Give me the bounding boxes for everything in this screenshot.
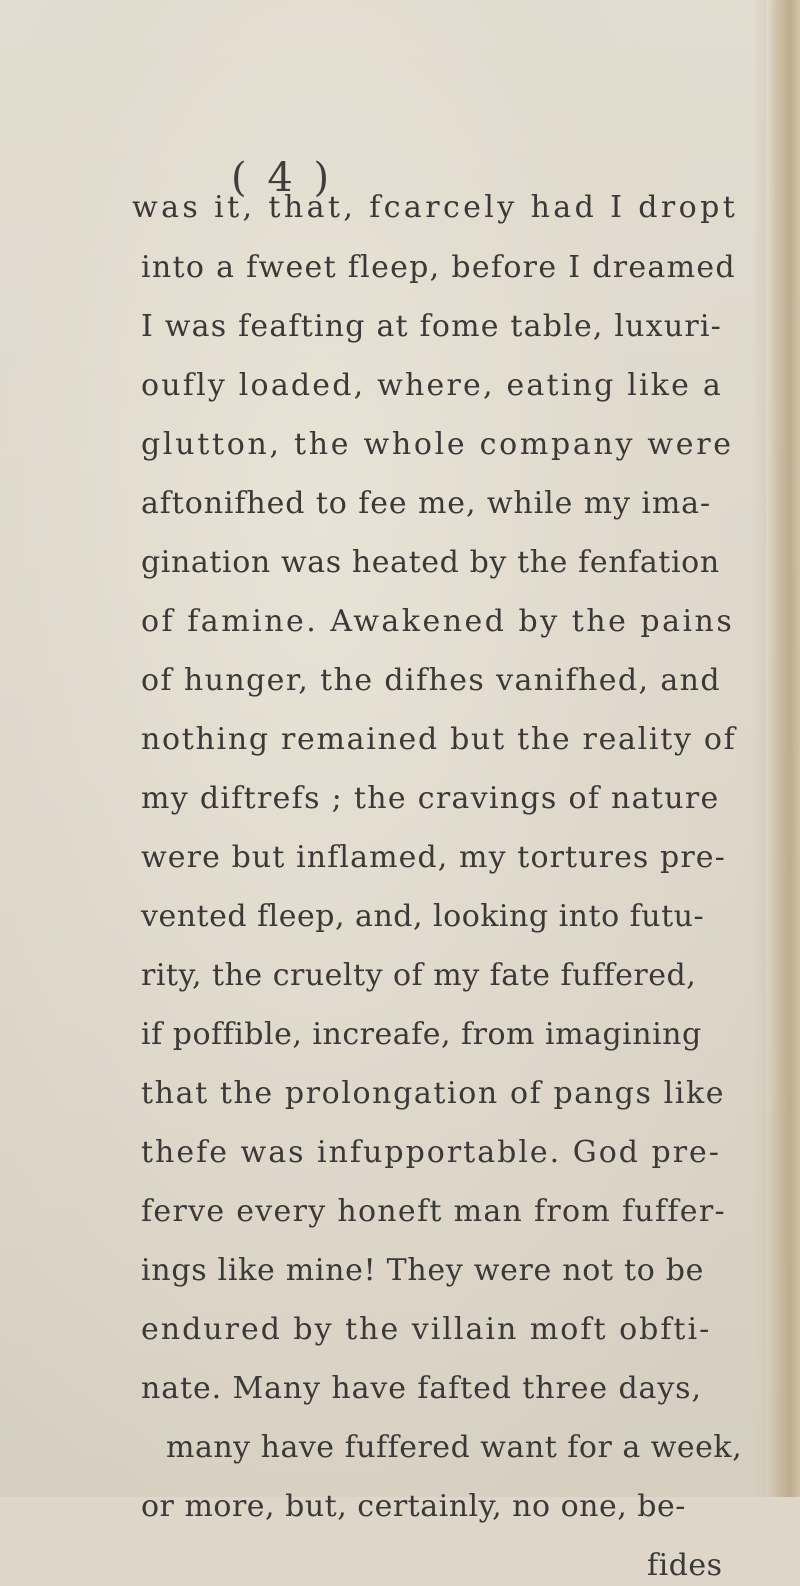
text-line: endured by the villain moft obfti- — [141, 1312, 712, 1347]
text-line: aftonifhed to fee me, while my ima- — [141, 486, 711, 521]
text-line: of hunger, the difhes vanifhed, and — [141, 663, 721, 698]
page-gutter — [766, 0, 800, 1497]
text-line: gination was heated by the fenfation — [141, 545, 720, 580]
text-line: vented fleep, and, looking into futu- — [141, 899, 705, 934]
text-line: was it, that, fcarcely had I dropt — [132, 190, 739, 225]
text-line: of famine. Awakened by the pains — [141, 604, 735, 639]
text-line: into a fweet fleep, before I dreamed — [141, 250, 736, 285]
text-line: thefe was infupportable. God pre- — [141, 1135, 721, 1170]
text-line: I was feafting at fome table, luxuri- — [141, 309, 723, 344]
text-line: ferve every honeft man from fuffer- — [141, 1194, 726, 1229]
page-edge-shadow — [752, 0, 766, 1497]
text-line: nate. Many have fafted three days, — [141, 1371, 702, 1406]
text-line: nothing remained but the reality of — [141, 722, 737, 757]
text-line: rity, the cruelty of my fate fuffered, — [141, 958, 697, 993]
text-line: if poffible, increafe, from imagining — [141, 1017, 702, 1052]
text-line: my diftrefs ; the cravings of nature — [141, 781, 720, 816]
text-line: or more, but, certainly, no one, be- — [141, 1489, 686, 1524]
text-line: oufly loaded, where, eating like a — [141, 368, 723, 403]
text-line: glutton, the whole company were — [141, 427, 734, 462]
text-line: ings like mine! They were not to be — [141, 1253, 705, 1288]
page-number: ( 4 ) — [231, 155, 334, 201]
text-line: that the prolongation of pangs like — [141, 1076, 726, 1111]
catchword: fides — [647, 1548, 723, 1583]
text-line: were but inflamed, my tortures pre- — [141, 840, 726, 875]
text-line: many have fuffered want for a week, — [166, 1430, 743, 1465]
